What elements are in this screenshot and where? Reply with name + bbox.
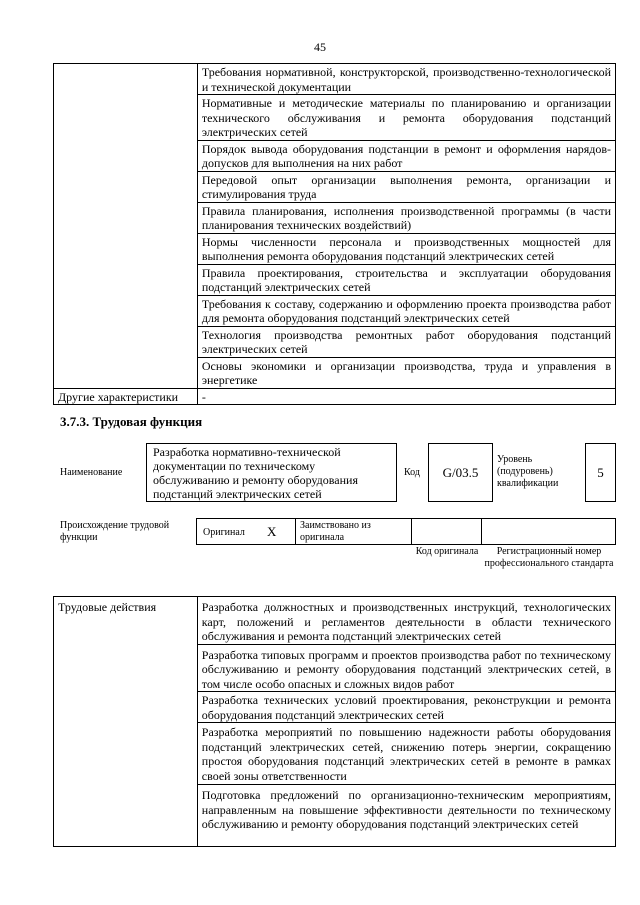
knowledge-row: Нормы численности персонала и производственных мощностей для выполнения ремонта оборудования подстанций электрических сетей xyxy=(197,233,615,264)
level-label: Уровень (подуровень) квалификации xyxy=(497,454,559,489)
registration-caption: Регистрационный номер профессионального стандарта xyxy=(484,546,614,569)
code-label: Код xyxy=(404,467,420,478)
knowledge-row: Требования к составу, содержанию и оформлению проекта производства работ для ремонта оборудования подстанций электрических сетей xyxy=(197,295,615,326)
other-characteristics-label: Другие характеристики xyxy=(54,388,198,405)
action-row: Разработка технических условий проектирования, реконструкции и ремонта оборудования подстанций электрических сетей xyxy=(197,692,615,723)
function-code-box: G/03.5 xyxy=(428,443,493,502)
action-row: Разработка должностных и производственных инструкций, технологических карт, положений и регламентов деятельности в области технического обслуживания и ремонта подстанций электрических сетей xyxy=(197,597,615,645)
other-characteristics-value: - xyxy=(197,388,615,405)
section-title: 3.7.3. Трудовая функция xyxy=(60,414,203,429)
code-caption: Код оригинала xyxy=(415,546,479,557)
knowledge-row: Порядок вывода оборудования подстанции в ремонт и оформления нарядов-допусков для выполнения на них работ xyxy=(197,140,615,171)
knowledge-row: Передовой опыт организации выполнения ремонта, организации и стимулирования труда xyxy=(197,171,615,202)
action-row: Подготовка предложений по организационно-техническим мероприятиям, направленным на повышение эффективности деятельности по техническому обслуживанию и ремонту оборудования подстанций электрических сетей xyxy=(197,785,615,847)
knowledge-row: Правила проектирования, строительства и эксплуатации оборудования подстанций электрических сетей xyxy=(197,264,615,295)
registration-number-box xyxy=(481,518,616,545)
action-row: Разработка типовых программ и проектов производства работ по техническому обслуживанию и ремонту оборудования подстанций электрических сетей, в том числе особо опасных и сложных видов работ xyxy=(197,644,615,692)
original-mark: X xyxy=(267,524,277,539)
actions-table xyxy=(53,596,616,847)
original-label: Оригинал xyxy=(203,527,245,538)
action-row: Разработка мероприятий по повышению надежности работы оборудования подстанций электрических сетей, снижению потерь энергии, сокращению простоя оборудования подстанций электрических сетей в ремонте в рамках своей зоны ответственности xyxy=(197,723,615,785)
knowledge-row: Технология производства ремонтных работ оборудования подстанций электрических сетей xyxy=(197,326,615,357)
knowledge-row: Правила планирования, исполнения производственной программы (в части планирования технических воздействий) xyxy=(197,202,615,233)
actions-label-cell: Трудовые действия xyxy=(54,597,198,847)
knowledge-row: Нормативные и методические материалы по планированию и организации технического обслуживания и ремонта оборудования подстанций электрических сетей xyxy=(197,95,615,141)
page-number: 45 xyxy=(314,40,326,54)
function-name-box: Разработка нормативно-технической документации по техническому обслуживанию и ремонту оборудования подстанций электрических сетей xyxy=(146,443,397,502)
name-label: Наименование xyxy=(60,467,123,478)
knowledge-table xyxy=(53,63,616,405)
origin-label: Происхождение трудовой функции xyxy=(60,520,170,543)
borrowed-box: Заимствовано из оригинала xyxy=(295,518,412,545)
original-box xyxy=(196,518,296,545)
knowledge-row: Требования нормативной, конструкторской, производственно-технологической и технической документации xyxy=(197,64,615,95)
level-value-box: 5 xyxy=(585,443,616,502)
knowledge-row: Основы экономики и организации производства, труда и управления в энергетике xyxy=(197,357,615,388)
knowledge-label-cell xyxy=(54,64,198,389)
origin-code-box xyxy=(411,518,482,545)
